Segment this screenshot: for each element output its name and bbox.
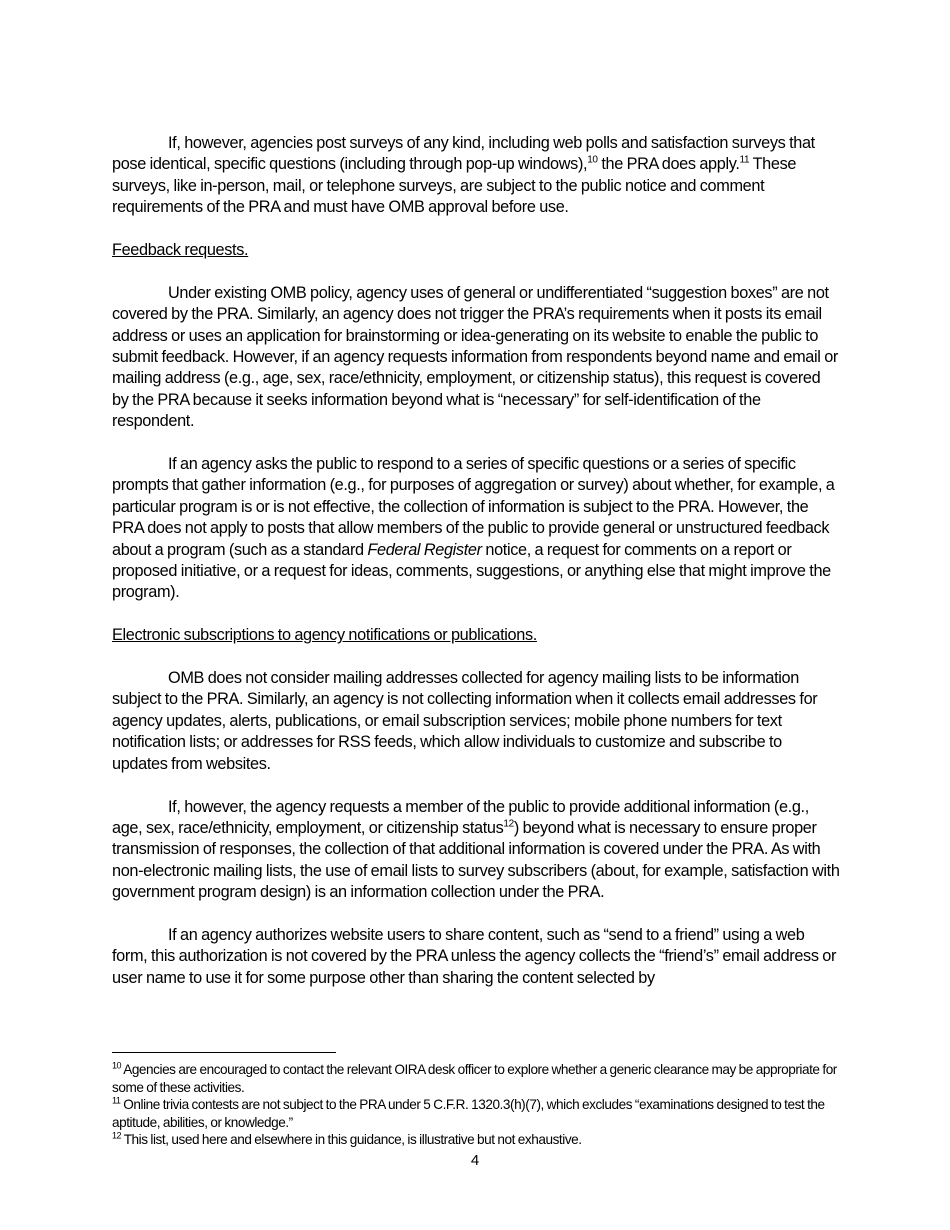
footnote-ref-12: 12: [503, 818, 514, 830]
page-number: 4: [470, 1152, 480, 1169]
federal-register-italic: Federal Register: [367, 540, 482, 559]
paragraph-additional-info: If, however, the agency requests a member of the public to provide additional information (e.g., age, sex, race/ethnicity, employment, or citizenship status$^{12}$) beyond what is necessary to ensure proper transmission of responses, the collection of that additional information is covered under the PRA. As with non-electronic mailing lists, the use of email lists to survey subscribers (about, for example, satisfaction with government program design) is an information collection under the PRA.: [112, 797, 840, 902]
footnote: $^{10}$ Agencies are encouraged to contact the relevant OIRA desk officer to explore whether a generic clearance may be appropriate for some of these activities.: [112, 1060, 837, 1095]
footnotes: [112, 1061, 840, 1149]
footnote: $^{12}$ This list, used here and elsewhere in this guidance, is illustrative but not exhaustive.: [112, 1130, 582, 1147]
section-heading-subscriptions: Electronic subscriptions to agency notifications or publications.: [112, 626, 537, 645]
document-body: [112, 133, 840, 1011]
footnote-ref-11: 11: [739, 154, 750, 166]
paragraph-share-content: If an agency authorizes website users to share content, such as “send to a friend” using a web form, this authorization is not covered by the PRA unless the agency collects the “friend’s” email address or user name to use it for some purpose other than sharing the content selected by: [112, 925, 837, 987]
footnote-divider: [112, 1052, 336, 1053]
footnote: $^{11}$ Online trivia contests are not subject to the PRA under 5 C.F.R. 1320.3(h)(7), which excludes “examinations designed to test the aptitude, abilities, or knowledge.”: [112, 1095, 825, 1130]
footnote-ref-10: 10: [587, 154, 598, 166]
paragraph-mailing-lists: OMB does not consider mailing addresses collected for agency mailing lists to be information subject to the PRA. Similarly, an agency is not collecting information when it collects email addresses for agency updates, alerts, publications, or email subscription services; mobile phone numbers for text notification lists; or addresses for RSS feeds, which allow individuals to customize and subscribe to updates from websites.: [112, 669, 818, 773]
paragraph-surveys: If, however, agencies post surveys of any kind, including web polls and satisfaction surveys that pose identical, specific questions (including through pop-up windows),$^{10}$ the PRA does apply.$^{11}$ These surveys, like in-person, mail, or telephone surveys, are subject to the public notice and comment requirements of the PRA and must have OMB approval before use.: [112, 134, 815, 217]
paragraph-suggestion-boxes: Under existing OMB policy, agency uses of general or undifferentiated “suggestion boxes” are not covered by the PRA. Similarly, an agency does not trigger the PRA’s requirements when it posts its email address or uses an application for brainstorming or idea-generating on its website to enable the public to submit feedback. However, if an agency requests information from respondents beyond name and email or mailing address (e.g., age, sex, race/ethnicity, employment, or citizenship status), this request is covered by the PRA because it seeks information beyond what is “necessary” for self-identification of the respondent.: [112, 283, 839, 431]
paragraph-specific-questions: If an agency asks the public to respond to a series of specific questions or a series of specific prompts that gather information (e.g., for purposes of aggregation or survey) about whether, for example, a particular program is or is not effective, the collection of information is subject to the PRA. However, the PRA does not apply to posts that allow members of the public to provide general or unstructured feedback about a program (such as a standard Federal Register notice, a request for comments on a report or proposed initiative, or a request for ideas, comments, suggestions, or anything else that might improve the program).: [112, 455, 835, 602]
section-heading-feedback: Feedback requests.: [112, 241, 249, 260]
